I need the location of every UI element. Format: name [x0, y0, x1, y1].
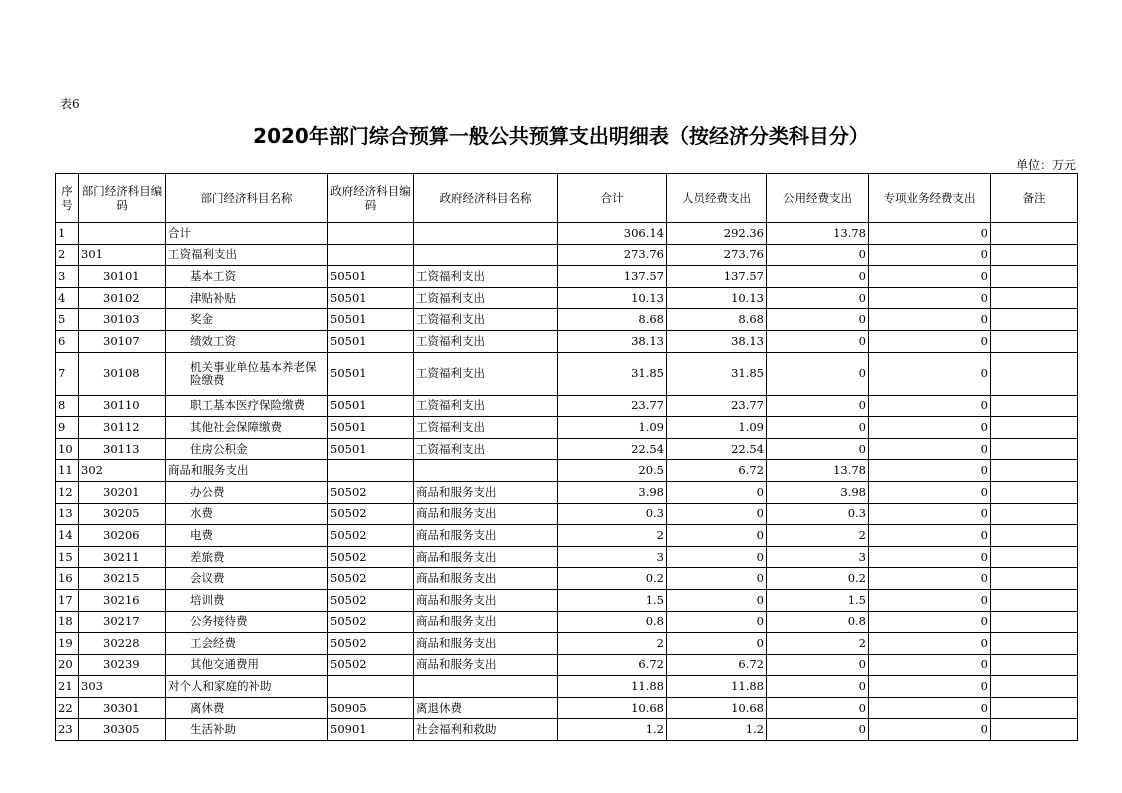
cell-seq: 22 [56, 697, 79, 719]
cell-special: 0 [869, 525, 991, 547]
cell-gov-code: 50502 [328, 589, 414, 611]
cell-special: 0 [869, 287, 991, 309]
cell-dept-name: 水费 [166, 503, 328, 525]
header-total: 合计 [558, 174, 667, 223]
cell-dept-code: 30239 [79, 654, 166, 676]
cell-dept-code: 30201 [79, 481, 166, 503]
table-body [56, 223, 1078, 741]
unit-label: 单位：万元 [1015, 158, 1076, 172]
header-seq: 序号 [56, 174, 79, 223]
cell-seq: 20 [56, 654, 79, 676]
cell-remark [991, 330, 1078, 352]
cell-special: 0 [869, 438, 991, 460]
cell-seq: 23 [56, 719, 79, 741]
header-gov-name: 政府经济科目名称 [414, 174, 558, 223]
cell-dept-name: 电费 [166, 525, 328, 547]
cell-dept-name: 基本工资 [166, 266, 328, 288]
cell-dept-name: 机关事业单位基本养老保险缴费 [166, 352, 328, 395]
cell-special: 0 [869, 460, 991, 482]
cell-personnel: 11.88 [667, 676, 767, 698]
cell-gov-code [328, 676, 414, 698]
table-row [56, 266, 1078, 288]
cell-personnel: 273.76 [667, 244, 767, 266]
cell-remark [991, 460, 1078, 482]
cell-gov-code: 50502 [328, 633, 414, 655]
cell-personnel: 10.68 [667, 697, 767, 719]
cell-dept-name: 差旅费 [166, 546, 328, 568]
cell-gov-code: 50502 [328, 503, 414, 525]
cell-remark [991, 309, 1078, 331]
table-row [56, 309, 1078, 331]
cell-dept-code: 30305 [79, 719, 166, 741]
cell-dept-code [79, 223, 166, 245]
cell-remark [991, 525, 1078, 547]
cell-remark [991, 395, 1078, 417]
table-row [56, 481, 1078, 503]
cell-public: 0 [767, 697, 869, 719]
cell-dept-code: 30110 [79, 395, 166, 417]
cell-public: 13.78 [767, 223, 869, 245]
cell-total: 306.14 [558, 223, 667, 245]
cell-gov-name [414, 676, 558, 698]
cell-dept-name: 其他交通费用 [166, 654, 328, 676]
cell-dept-code: 30108 [79, 352, 166, 395]
cell-gov-name: 工资福利支出 [414, 287, 558, 309]
cell-remark [991, 223, 1078, 245]
header-dept-code: 部门经济科目编码 [79, 174, 166, 223]
table-row [56, 611, 1078, 633]
cell-gov-name: 商品和服务支出 [414, 525, 558, 547]
cell-seq: 17 [56, 589, 79, 611]
cell-total: 23.77 [558, 395, 667, 417]
cell-dept-name: 公务接待费 [166, 611, 328, 633]
table-header-row [56, 174, 1078, 223]
cell-public: 0 [767, 309, 869, 331]
cell-total: 31.85 [558, 352, 667, 395]
cell-dept-code: 30113 [79, 438, 166, 460]
table-row [56, 546, 1078, 568]
cell-remark [991, 417, 1078, 439]
cell-gov-name: 工资福利支出 [414, 330, 558, 352]
cell-total: 6.72 [558, 654, 667, 676]
cell-total: 8.68 [558, 309, 667, 331]
cell-gov-name [414, 460, 558, 482]
header-special: 专项业务经费支出 [869, 174, 991, 223]
cell-total: 1.5 [558, 589, 667, 611]
cell-seq: 3 [56, 266, 79, 288]
cell-remark [991, 633, 1078, 655]
cell-special: 0 [869, 244, 991, 266]
cell-special: 0 [869, 481, 991, 503]
cell-public: 0.2 [767, 568, 869, 590]
cell-special: 0 [869, 633, 991, 655]
cell-special: 0 [869, 309, 991, 331]
cell-total: 20.5 [558, 460, 667, 482]
table-row [56, 589, 1078, 611]
table-row [56, 719, 1078, 741]
cell-gov-name: 商品和服务支出 [414, 633, 558, 655]
cell-dept-name: 对个人和家庭的补助 [166, 676, 328, 698]
cell-public: 0 [767, 244, 869, 266]
cell-gov-code: 50502 [328, 611, 414, 633]
cell-dept-code: 30112 [79, 417, 166, 439]
cell-personnel: 38.13 [667, 330, 767, 352]
cell-gov-code: 50501 [328, 309, 414, 331]
cell-dept-code: 301 [79, 244, 166, 266]
cell-special: 0 [869, 417, 991, 439]
cell-gov-code: 50501 [328, 330, 414, 352]
cell-remark [991, 438, 1078, 460]
table-row [56, 223, 1078, 245]
cell-gov-code: 50501 [328, 287, 414, 309]
cell-dept-name: 会议费 [166, 568, 328, 590]
cell-remark [991, 503, 1078, 525]
cell-personnel: 0 [667, 546, 767, 568]
cell-dept-code: 30102 [79, 287, 166, 309]
cell-personnel: 0 [667, 633, 767, 655]
page-title: 2020年部门综合预算一般公共预算支出明细表（按经济分类科目分） [253, 124, 869, 148]
cell-gov-code: 50502 [328, 654, 414, 676]
cell-gov-name: 社会福利和救助 [414, 719, 558, 741]
cell-total: 0.2 [558, 568, 667, 590]
cell-special: 0 [869, 503, 991, 525]
cell-seq: 10 [56, 438, 79, 460]
cell-gov-name: 商品和服务支出 [414, 481, 558, 503]
cell-gov-code: 50501 [328, 352, 414, 395]
cell-gov-name [414, 244, 558, 266]
cell-public: 0 [767, 395, 869, 417]
cell-seq: 11 [56, 460, 79, 482]
table-row [56, 352, 1078, 395]
cell-dept-code: 30216 [79, 589, 166, 611]
cell-dept-code: 302 [79, 460, 166, 482]
cell-personnel: 137.57 [667, 266, 767, 288]
table-row [56, 503, 1078, 525]
cell-gov-code: 50502 [328, 568, 414, 590]
cell-public: 1.5 [767, 589, 869, 611]
cell-special: 0 [869, 352, 991, 395]
cell-gov-name: 工资福利支出 [414, 395, 558, 417]
cell-gov-name: 工资福利支出 [414, 309, 558, 331]
header-public: 公用经费支出 [767, 174, 869, 223]
cell-gov-name: 商品和服务支出 [414, 611, 558, 633]
cell-dept-name: 离休费 [166, 697, 328, 719]
cell-seq: 13 [56, 503, 79, 525]
cell-gov-code: 50501 [328, 266, 414, 288]
cell-dept-code: 30107 [79, 330, 166, 352]
cell-special: 0 [869, 589, 991, 611]
cell-personnel: 0 [667, 525, 767, 547]
cell-seq: 4 [56, 287, 79, 309]
cell-seq: 16 [56, 568, 79, 590]
cell-seq: 2 [56, 244, 79, 266]
cell-total: 38.13 [558, 330, 667, 352]
cell-public: 0 [767, 417, 869, 439]
budget-table [55, 173, 1078, 741]
cell-total: 2 [558, 525, 667, 547]
cell-remark [991, 589, 1078, 611]
cell-dept-code: 303 [79, 676, 166, 698]
cell-gov-code: 50905 [328, 697, 414, 719]
cell-dept-name: 办公费 [166, 481, 328, 503]
cell-personnel: 0 [667, 568, 767, 590]
cell-total: 11.88 [558, 676, 667, 698]
table-row [56, 633, 1078, 655]
cell-remark [991, 654, 1078, 676]
cell-dept-code: 30228 [79, 633, 166, 655]
cell-special: 0 [869, 266, 991, 288]
cell-remark [991, 719, 1078, 741]
cell-gov-name: 商品和服务支出 [414, 654, 558, 676]
cell-remark [991, 352, 1078, 395]
cell-total: 1.2 [558, 719, 667, 741]
table-row [56, 244, 1078, 266]
cell-public: 0 [767, 266, 869, 288]
cell-gov-code: 50502 [328, 525, 414, 547]
cell-seq: 8 [56, 395, 79, 417]
table-row [56, 438, 1078, 460]
cell-public: 0.8 [767, 611, 869, 633]
cell-gov-code [328, 223, 414, 245]
cell-dept-code: 30215 [79, 568, 166, 590]
cell-seq: 1 [56, 223, 79, 245]
cell-total: 22.54 [558, 438, 667, 460]
cell-seq: 5 [56, 309, 79, 331]
cell-public: 0 [767, 330, 869, 352]
cell-public: 0 [767, 654, 869, 676]
cell-gov-code [328, 460, 414, 482]
cell-special: 0 [869, 330, 991, 352]
cell-total: 0.3 [558, 503, 667, 525]
cell-remark [991, 676, 1078, 698]
cell-gov-name: 商品和服务支出 [414, 589, 558, 611]
cell-seq: 14 [56, 525, 79, 547]
cell-special: 0 [869, 654, 991, 676]
cell-total: 10.68 [558, 697, 667, 719]
cell-personnel: 0 [667, 589, 767, 611]
cell-gov-name: 工资福利支出 [414, 417, 558, 439]
cell-remark [991, 481, 1078, 503]
cell-personnel: 8.68 [667, 309, 767, 331]
cell-seq: 12 [56, 481, 79, 503]
cell-seq: 19 [56, 633, 79, 655]
table-row [56, 417, 1078, 439]
cell-total: 273.76 [558, 244, 667, 266]
header-dept-name: 部门经济科目名称 [166, 174, 328, 223]
cell-seq: 6 [56, 330, 79, 352]
cell-personnel: 0 [667, 481, 767, 503]
cell-dept-name: 商品和服务支出 [166, 460, 328, 482]
cell-personnel: 1.2 [667, 719, 767, 741]
cell-dept-name: 奖金 [166, 309, 328, 331]
cell-gov-code: 50901 [328, 719, 414, 741]
cell-dept-name: 职工基本医疗保险缴费 [166, 395, 328, 417]
cell-personnel: 1.09 [667, 417, 767, 439]
cell-public: 3 [767, 546, 869, 568]
cell-dept-name: 住房公积金 [166, 438, 328, 460]
table-row [56, 460, 1078, 482]
cell-special: 0 [869, 395, 991, 417]
cell-gov-code: 50502 [328, 481, 414, 503]
cell-dept-code: 30211 [79, 546, 166, 568]
cell-public: 0 [767, 287, 869, 309]
cell-personnel: 0 [667, 503, 767, 525]
cell-special: 0 [869, 546, 991, 568]
cell-personnel: 10.13 [667, 287, 767, 309]
table-row [56, 525, 1078, 547]
cell-special: 0 [869, 697, 991, 719]
cell-dept-name: 生活补助 [166, 719, 328, 741]
cell-personnel: 23.77 [667, 395, 767, 417]
cell-seq: 15 [56, 546, 79, 568]
cell-gov-code: 50501 [328, 438, 414, 460]
cell-dept-code: 30103 [79, 309, 166, 331]
cell-remark [991, 244, 1078, 266]
cell-gov-name: 工资福利支出 [414, 438, 558, 460]
header-personnel: 人员经费支出 [667, 174, 767, 223]
cell-personnel: 31.85 [667, 352, 767, 395]
cell-dept-code: 30206 [79, 525, 166, 547]
cell-total: 2 [558, 633, 667, 655]
header-gov-code: 政府经济科目编码 [328, 174, 414, 223]
cell-remark [991, 697, 1078, 719]
cell-gov-code: 50501 [328, 417, 414, 439]
cell-gov-name: 商品和服务支出 [414, 546, 558, 568]
cell-dept-name: 合计 [166, 223, 328, 245]
cell-dept-name: 津贴补贴 [166, 287, 328, 309]
cell-personnel: 22.54 [667, 438, 767, 460]
cell-special: 0 [869, 223, 991, 245]
cell-public: 3.98 [767, 481, 869, 503]
cell-dept-name: 其他社会保障缴费 [166, 417, 328, 439]
cell-dept-code: 30101 [79, 266, 166, 288]
cell-personnel: 292.36 [667, 223, 767, 245]
cell-dept-name: 工资福利支出 [166, 244, 328, 266]
cell-remark [991, 611, 1078, 633]
cell-gov-code [328, 244, 414, 266]
cell-gov-code: 50501 [328, 395, 414, 417]
cell-dept-name: 绩效工资 [166, 330, 328, 352]
cell-seq: 18 [56, 611, 79, 633]
cell-remark [991, 287, 1078, 309]
table-row [56, 395, 1078, 417]
table-row [56, 676, 1078, 698]
cell-seq: 9 [56, 417, 79, 439]
table-row [56, 287, 1078, 309]
cell-personnel: 0 [667, 611, 767, 633]
cell-gov-name: 商品和服务支出 [414, 568, 558, 590]
cell-gov-name: 工资福利支出 [414, 266, 558, 288]
cell-total: 0.8 [558, 611, 667, 633]
cell-dept-name: 工会经费 [166, 633, 328, 655]
cell-gov-name: 离退休费 [414, 697, 558, 719]
cell-public: 2 [767, 633, 869, 655]
cell-total: 137.57 [558, 266, 667, 288]
cell-special: 0 [869, 719, 991, 741]
cell-dept-code: 30217 [79, 611, 166, 633]
cell-personnel: 6.72 [667, 460, 767, 482]
cell-remark [991, 568, 1078, 590]
cell-gov-code: 50502 [328, 546, 414, 568]
cell-public: 0 [767, 438, 869, 460]
cell-public: 0 [767, 676, 869, 698]
cell-seq: 21 [56, 676, 79, 698]
cell-public: 0.3 [767, 503, 869, 525]
cell-personnel: 6.72 [667, 654, 767, 676]
cell-dept-code: 30205 [79, 503, 166, 525]
cell-public: 0 [767, 719, 869, 741]
cell-total: 10.13 [558, 287, 667, 309]
cell-dept-code: 30301 [79, 697, 166, 719]
cell-total: 3.98 [558, 481, 667, 503]
cell-public: 13.78 [767, 460, 869, 482]
cell-dept-name: 培训费 [166, 589, 328, 611]
cell-seq: 7 [56, 352, 79, 395]
cell-public: 0 [767, 352, 869, 395]
table-row [56, 697, 1078, 719]
cell-gov-name: 工资福利支出 [414, 352, 558, 395]
cell-special: 0 [869, 611, 991, 633]
sheet-label: 表6 [60, 97, 80, 111]
cell-gov-name: 商品和服务支出 [414, 503, 558, 525]
cell-total: 1.09 [558, 417, 667, 439]
table-row [56, 568, 1078, 590]
cell-gov-name [414, 223, 558, 245]
header-remark: 备注 [991, 174, 1078, 223]
cell-remark [991, 266, 1078, 288]
cell-special: 0 [869, 568, 991, 590]
table-row [56, 654, 1078, 676]
cell-remark [991, 546, 1078, 568]
cell-special: 0 [869, 676, 991, 698]
table-row [56, 330, 1078, 352]
cell-total: 3 [558, 546, 667, 568]
cell-public: 2 [767, 525, 869, 547]
